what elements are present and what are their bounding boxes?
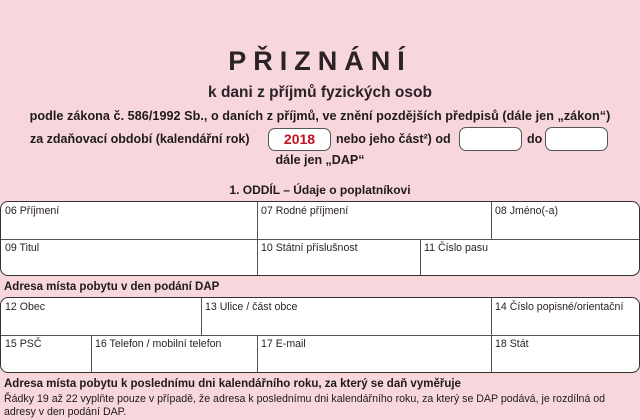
current-address-grid [0, 297, 640, 373]
birth-surname-field[interactable] [257, 202, 491, 239]
current-address-heading: Adresa místa pobytu v den podání DAP [4, 281, 220, 293]
field-label: 06 Příjmení [5, 205, 60, 217]
field-label: 07 Rodné příjmení [261, 205, 349, 217]
phone-field[interactable] [91, 335, 257, 373]
lastday-address-note: Řádky 19 až 22 vyplňte pouze v případě, že adresa k poslednímu dni kalendářního roku, za který se DAP podává, je rozdílná od adresy v den podání DAP. [4, 393, 606, 418]
street-field[interactable] [201, 298, 491, 335]
period-part-label: nebo jeho část²) od [336, 132, 451, 146]
field-label: 16 Telefon / mobilní telefon [95, 338, 222, 350]
field-label: 08 Jméno(-a) [495, 205, 558, 217]
title-field[interactable] [1, 239, 257, 276]
first-name-field[interactable] [491, 202, 640, 239]
field-label: 10 Státní příslušnost [261, 242, 358, 254]
field-label: 09 Titul [5, 242, 40, 254]
surname-field[interactable] [1, 202, 257, 239]
period-to-label: do [527, 132, 543, 146]
law-reference: podle zákona č. 586/1992 Sb., o daních z příjmů, ve znění pozdějších předpisů (dále jen „zákon“) [29, 109, 611, 123]
postal-code-field[interactable] [1, 335, 91, 373]
field-label: 18 Stát [495, 338, 529, 350]
passport-number-field[interactable] [420, 239, 640, 276]
email-field[interactable] [257, 335, 491, 373]
period-to-field[interactable] [545, 127, 608, 151]
field-label: 17 E-mail [261, 338, 306, 350]
lastday-address-heading: Adresa místa pobytu k poslednímu dni kalendářního roku, za který se daň vyměřuje [4, 378, 461, 390]
country-field[interactable] [491, 335, 640, 373]
form-title: PŘIZNÁNÍ [228, 46, 412, 76]
taxpayer-grid [0, 201, 640, 276]
field-label: 15 PSČ [5, 338, 42, 350]
field-label: 11 Číslo pasu [424, 242, 488, 254]
dap-abbreviation: dále jen „DAP“ [275, 153, 365, 167]
citizenship-field[interactable] [257, 239, 420, 276]
municipality-field[interactable] [1, 298, 201, 335]
field-label: 13 Ulice / část obce [205, 301, 298, 313]
house-number-field[interactable] [491, 298, 640, 335]
form-subtitle: k dani z příjmů fyzických osob [208, 84, 432, 101]
tax-period-line [0, 127, 640, 151]
field-label: 14 Číslo popisné/orientační [495, 301, 624, 313]
field-label: 12 Obec [5, 301, 46, 313]
section1-title: 1. ODDÍL – Údaje o poplatníkovi [229, 183, 411, 197]
tax-year-field[interactable]: 2018 [268, 128, 331, 151]
tax-period-label: za zdaňovací období (kalendářní rok) [30, 132, 250, 146]
period-from-field[interactable] [459, 127, 522, 151]
